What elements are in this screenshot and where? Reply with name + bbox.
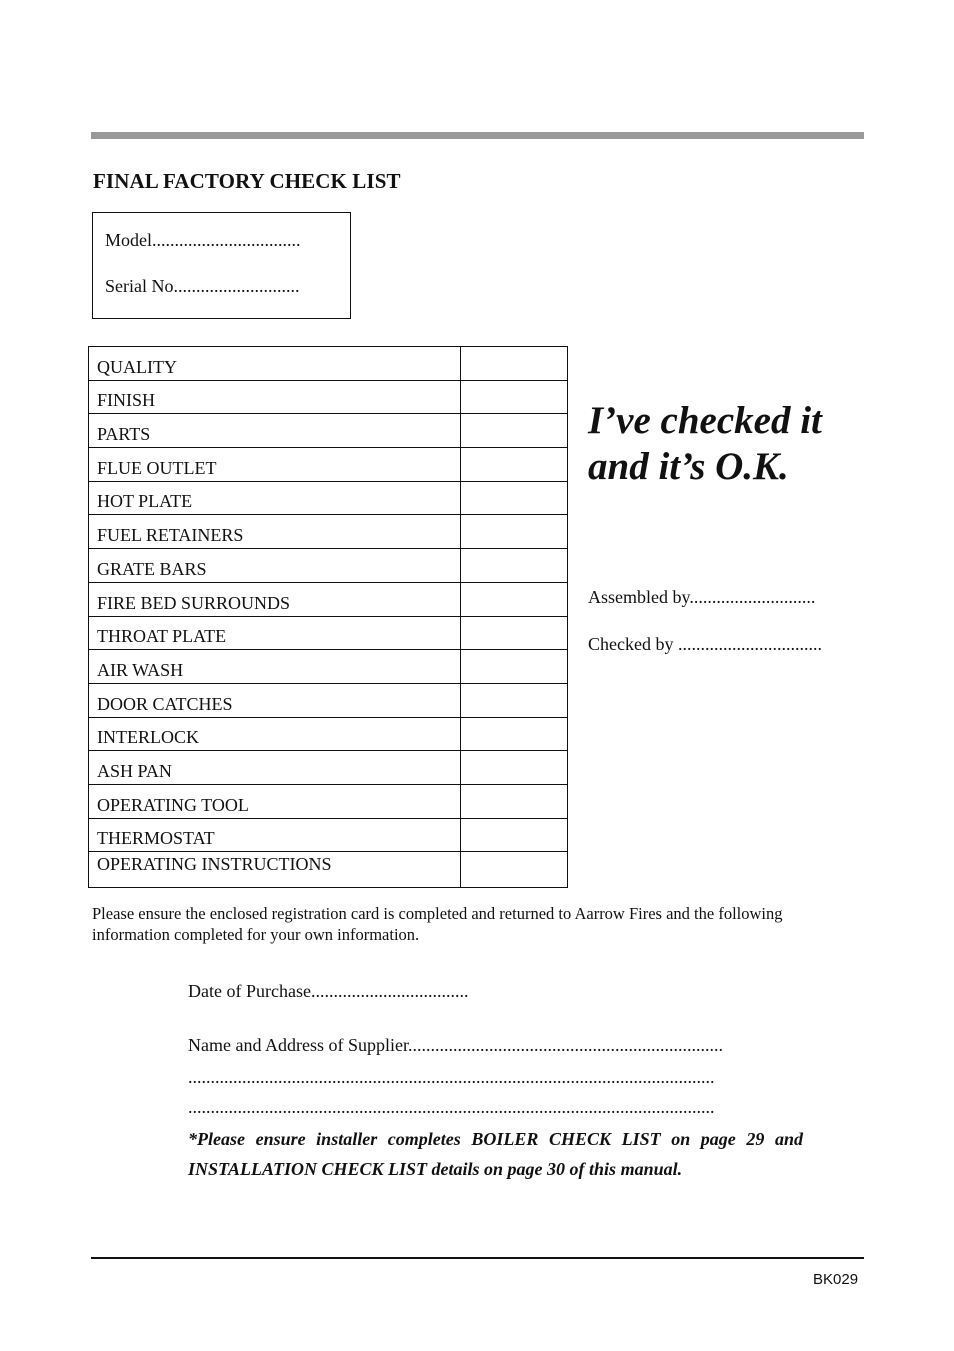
checklist-row	[89, 549, 568, 583]
slogan-line-2: and it’s O.K.	[588, 445, 789, 488]
checklist-item-label: THROAT PLATE	[89, 616, 461, 650]
checklist-item-label: FLUE OUTLET	[89, 448, 461, 482]
checklist-tick-box	[461, 414, 568, 448]
checklist-tick-box	[461, 717, 568, 751]
checklist-item-label: QUALITY	[89, 347, 461, 381]
checklist-tick-box	[461, 347, 568, 381]
checklist-row	[89, 650, 568, 684]
checklist-item-label: OPERATING INSTRUCTIONS	[89, 852, 461, 888]
checklist-tick-box	[461, 380, 568, 414]
page-code: BK029	[813, 1271, 859, 1288]
checklist-row	[89, 683, 568, 717]
installer-note-line-1: *Please ensure installer completes BOILER CHECK LIST on page 29 and	[188, 1129, 803, 1149]
installer-note-line-2: INSTALLATION CHECK LIST details on page 30 of this manual.	[188, 1159, 683, 1179]
checklist-item-label: PARTS	[89, 414, 461, 448]
checklist-row	[89, 818, 568, 852]
checklist-row	[89, 582, 568, 616]
checklist-item-label: AIR WASH	[89, 650, 461, 684]
factory-checklist-table	[88, 346, 568, 888]
checklist-tick-box	[461, 751, 568, 785]
checklist-row	[89, 481, 568, 515]
checklist-row	[89, 784, 568, 818]
serial-field: Serial No............................	[105, 276, 300, 296]
checklist-tick-box	[461, 852, 568, 888]
checklist-row	[89, 414, 568, 448]
checklist-tick-box	[461, 481, 568, 515]
checklist-tick-box	[461, 515, 568, 549]
page-title: FINAL FACTORY CHECK LIST	[93, 169, 401, 193]
slogan-line-1: I’ve checked it	[588, 399, 822, 442]
installer-note	[188, 1124, 803, 1184]
checklist-row	[89, 751, 568, 785]
checklist-item-label: FINISH	[89, 380, 461, 414]
checklist-item-label: INTERLOCK	[89, 717, 461, 751]
checklist-item-label: FIRE BED SURROUNDS	[89, 582, 461, 616]
checklist-item-label: OPERATING TOOL	[89, 784, 461, 818]
checklist-item-label: GRATE BARS	[89, 549, 461, 583]
checklist-row	[89, 616, 568, 650]
supplier-line-3: .....................................................................................................................	[188, 1097, 715, 1117]
checklist-item-label: FUEL RETAINERS	[89, 515, 461, 549]
checklist-tick-box	[461, 818, 568, 852]
checklist-tick-box	[461, 448, 568, 482]
checklist-item-label: HOT PLATE	[89, 481, 461, 515]
slogan	[588, 398, 888, 490]
assembled-by-field: Assembled by............................	[588, 587, 816, 607]
checklist-tick-box	[461, 650, 568, 684]
bottom-rule	[91, 1257, 864, 1259]
checked-by-field: Checked by ................................	[588, 634, 822, 654]
model-serial-box	[92, 212, 351, 319]
checklist-row	[89, 852, 568, 888]
checklist-item-label: THERMOSTAT	[89, 818, 461, 852]
checklist-row	[89, 347, 568, 381]
checklist-tick-box	[461, 616, 568, 650]
supplier-line-2: .....................................................................................................................	[188, 1067, 715, 1087]
checklist-tick-box	[461, 784, 568, 818]
date-of-purchase-field: Date of Purchase...................................	[188, 981, 469, 1001]
top-rule	[91, 132, 864, 139]
registration-notice: Please ensure the enclosed registration card is completed and returned to Aarrow Fires and the following information completed for your own information.	[92, 904, 783, 944]
checklist-tick-box	[461, 549, 568, 583]
checklist-row	[89, 380, 568, 414]
checklist-item-label: ASH PAN	[89, 751, 461, 785]
model-field: Model.................................	[105, 230, 301, 250]
checklist-row	[89, 717, 568, 751]
checklist-tick-box	[461, 683, 568, 717]
checklist-tick-box	[461, 582, 568, 616]
checklist-row	[89, 448, 568, 482]
checklist-row	[89, 515, 568, 549]
supplier-field: Name and Address of Supplier......................................................................	[188, 1035, 723, 1055]
checklist-item-label: DOOR CATCHES	[89, 683, 461, 717]
